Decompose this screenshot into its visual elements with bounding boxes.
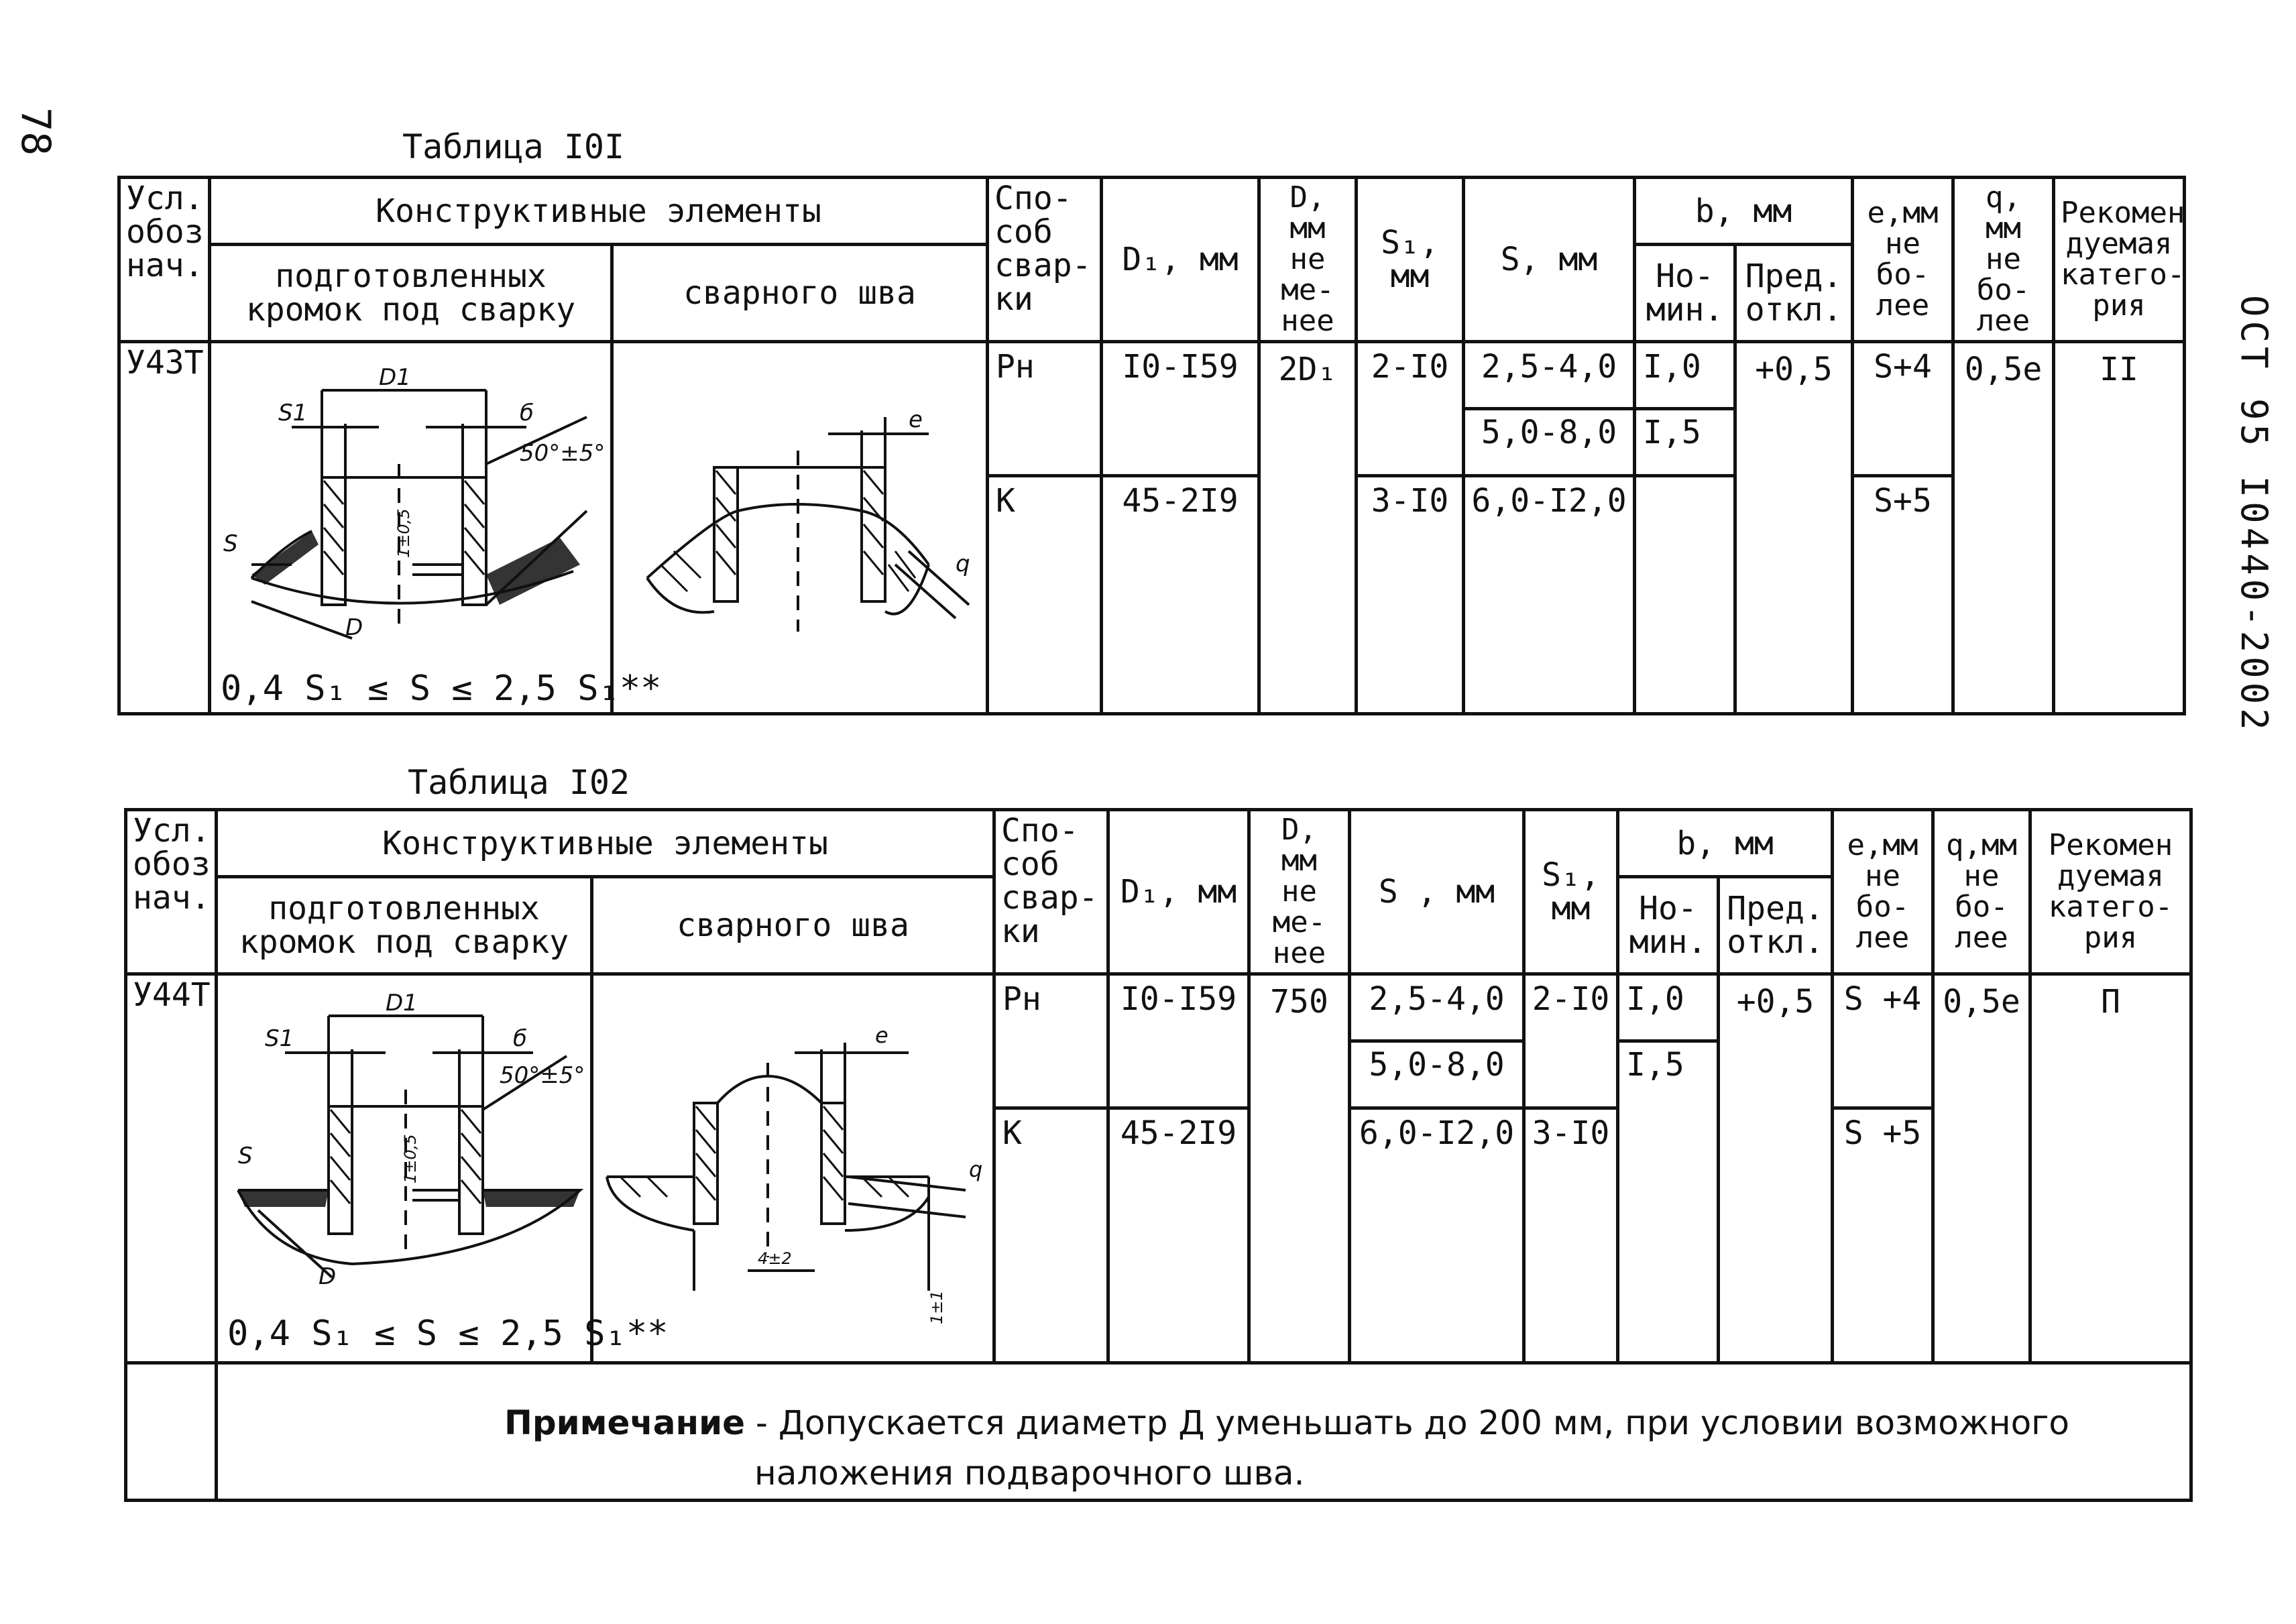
row-divider — [1526, 1106, 1616, 1110]
label-d1: D1 — [386, 990, 418, 1017]
row-divider — [996, 1106, 1106, 1110]
table101-caption: Таблица I0I — [402, 127, 625, 166]
weld-label-e: e — [909, 406, 923, 433]
s-value-2: 5,0-8,0 — [1369, 1046, 1505, 1084]
header-svarn: сварного шва — [592, 877, 994, 974]
header-b-pred: Пред. откл. — [1735, 245, 1853, 342]
label-s1: S1 — [278, 400, 308, 426]
d1-value-2: 45-2I9 — [1122, 482, 1239, 520]
label-b: б — [513, 1025, 527, 1052]
weld-label-l1: 4±2 — [758, 1249, 792, 1268]
header-d1: D₁, мм — [1102, 178, 1259, 342]
row-code: У44Т — [126, 974, 217, 1363]
header-sposob: Спо- соб свар- ки — [988, 178, 1102, 342]
header-kat: Рекомен дуемая катего- рия — [2054, 178, 2185, 342]
header-b: b, мм — [1618, 810, 1833, 877]
weld-sketch — [614, 343, 989, 715]
b-nom-2: I,5 — [1643, 414, 1701, 451]
row-divider — [1465, 407, 1633, 410]
b-nom-1: I,0 — [1626, 980, 1684, 1018]
header-b-pred: Пред. откл. — [1719, 877, 1833, 974]
s1-value-2: 3-I0 — [1532, 1114, 1610, 1152]
row-divider — [1103, 474, 1257, 477]
label-d: D — [345, 614, 363, 641]
document-code: ОСТ 95 I0440-2002 — [2233, 295, 2275, 734]
b-nom-2: I,5 — [1626, 1046, 1684, 1084]
header-q: q,мм не бо- лее — [1933, 810, 2030, 974]
d1-cell — [1102, 342, 1259, 714]
label-b: б — [520, 400, 534, 426]
s-value-1: 2,5-4,0 — [1369, 980, 1505, 1018]
row-divider — [1854, 474, 1951, 477]
label-s: S — [223, 530, 238, 557]
header-podgot: подготовленных кромок под сварку — [210, 245, 612, 342]
q-value: 0,5e — [1933, 974, 2030, 1363]
header-usl: Усл. обоз нач. — [119, 178, 210, 342]
note-left-cell — [126, 1363, 217, 1501]
note-label: Примечание — [504, 1403, 746, 1442]
header-s1: S₁, мм — [1357, 178, 1464, 342]
row-divider — [1619, 1039, 1717, 1043]
s-value-2: 5,0-8,0 — [1481, 414, 1617, 451]
row-divider — [1636, 474, 1733, 477]
sposob-cell — [994, 974, 1108, 1363]
row-divider — [1351, 1039, 1522, 1043]
kat-value: П — [2030, 974, 2191, 1363]
d1-value-2: 45-2I9 — [1120, 1114, 1237, 1152]
header-s1: S₁, мм — [1524, 810, 1618, 974]
header-podgot: подготовленных кромок под сварку — [217, 877, 592, 974]
sposob-rn: Рн — [1002, 980, 1041, 1018]
s1-value-1: 2-I0 — [1532, 980, 1610, 1018]
s-value-3: 6,0-I2,0 — [1359, 1114, 1515, 1152]
e-value-2: S +5 — [1843, 1114, 1922, 1152]
label-d1: D1 — [379, 364, 411, 391]
q-value: 0,5e — [1953, 342, 2054, 714]
weld-label-e: e — [875, 1023, 888, 1048]
sposob-cell — [988, 342, 1102, 714]
label-s: S — [238, 1143, 253, 1169]
s1-value-1: 2-I0 — [1371, 348, 1449, 386]
header-d: D, мм не ме- нее — [1259, 178, 1357, 342]
weld-label-l2: 1±1 — [927, 1290, 946, 1324]
edge-prep-sketch — [218, 976, 593, 1365]
s-cell — [1350, 974, 1524, 1363]
note-line2: наложения подварочного шва. — [754, 1454, 1305, 1493]
d1-cell — [1108, 974, 1249, 1363]
header-konstr: Конструктивные элементы — [210, 178, 988, 245]
e-value-1: S+4 — [1874, 348, 1932, 386]
row-divider — [1636, 407, 1733, 410]
header-b: b, мм — [1635, 178, 1853, 245]
row-divider — [989, 474, 1100, 477]
d-value: 750 — [1249, 974, 1350, 1363]
kat-value: II — [2054, 342, 2185, 714]
label-d: D — [319, 1263, 337, 1290]
sposob-rn: Рн — [996, 348, 1035, 386]
header-kat: Рекомен дуемая катего- рия — [2030, 810, 2191, 974]
s-value-3: 6,0-I2,0 — [1471, 482, 1627, 520]
edge-prep-sketch — [211, 343, 614, 715]
formula: 0,4 S₁ ≤ S ≤ 2,5 S₁** — [221, 669, 662, 709]
label-s1: S1 — [265, 1025, 294, 1052]
row-divider — [1834, 1106, 1931, 1110]
header-usl: Усл. обоз нач. — [126, 810, 217, 974]
d1-value-1: I0-I59 — [1120, 980, 1237, 1018]
b-nom-1: I,0 — [1643, 348, 1701, 386]
weld-label-q: q — [956, 550, 970, 577]
b-nom-cell — [1618, 974, 1719, 1363]
sposob-k: К — [1002, 1114, 1022, 1152]
header-svarn: сварного шва — [612, 245, 988, 342]
header-konstr: Конструктивные элементы — [217, 810, 994, 877]
label-gap: 1±0,5 — [394, 508, 413, 558]
row-divider — [1351, 1106, 1522, 1110]
b-pred-value: +0,5 — [1719, 974, 1833, 1363]
header-e: e,мм не бо- лее — [1853, 178, 1953, 342]
s1-value-2: 3-I0 — [1371, 482, 1449, 520]
header-s: S, мм — [1464, 178, 1635, 342]
row-divider — [1358, 474, 1462, 477]
row-code: У43Т — [119, 342, 210, 714]
label-angle: 50°±5° — [520, 440, 606, 467]
weld-sketch — [593, 976, 996, 1365]
e-cell — [1833, 974, 1933, 1363]
header-d1: D₁, мм — [1108, 810, 1249, 974]
header-sposob: Спо- соб свар- ки — [994, 810, 1108, 974]
weld-drawing — [592, 974, 994, 1363]
sposob-k: К — [996, 482, 1015, 520]
note — [504, 1398, 2069, 1448]
b-nom-cell — [1635, 342, 1735, 714]
edge-prep-drawing — [217, 974, 669, 1363]
formula: 0,4 S₁ ≤ S ≤ 2,5 S₁** — [227, 1314, 669, 1354]
label-angle: 50°±5° — [500, 1062, 585, 1089]
table102-caption: Таблица I02 — [408, 763, 630, 802]
weld-label-q: q — [969, 1157, 983, 1182]
d1-value-1: I0-I59 — [1122, 348, 1239, 386]
s-cell — [1464, 342, 1635, 714]
note-text: - Допускается диаметр Д уменьшать до 200 мм, при условии возможного — [745, 1403, 2070, 1442]
e-value-1: S +4 — [1843, 980, 1922, 1018]
header-q: q, мм не бо- лее — [1953, 178, 2054, 342]
table101 — [117, 176, 2186, 715]
s-value-1: 2,5-4,0 — [1481, 348, 1617, 386]
edge-prep-drawing — [210, 342, 662, 714]
e-value-2: S+5 — [1874, 482, 1932, 520]
label-gap: 1±0,5 — [401, 1134, 420, 1183]
page-number: 78 — [12, 107, 59, 156]
row-divider — [1465, 474, 1633, 477]
s1-cell — [1357, 342, 1464, 714]
d-value: 2D₁ — [1259, 342, 1357, 714]
header-e: e,мм не бо- лее — [1833, 810, 1933, 974]
b-pred-value: +0,5 — [1735, 342, 1853, 714]
weld-drawing — [612, 342, 988, 714]
s1-cell — [1524, 974, 1618, 1363]
header-d: D, мм не ме- нее — [1249, 810, 1350, 974]
header-b-nom: Но- мин. — [1635, 245, 1735, 342]
header-s: S , мм — [1350, 810, 1524, 974]
header-b-nom: Но- мин. — [1618, 877, 1719, 974]
row-divider — [1110, 1106, 1247, 1110]
e-cell — [1853, 342, 1953, 714]
